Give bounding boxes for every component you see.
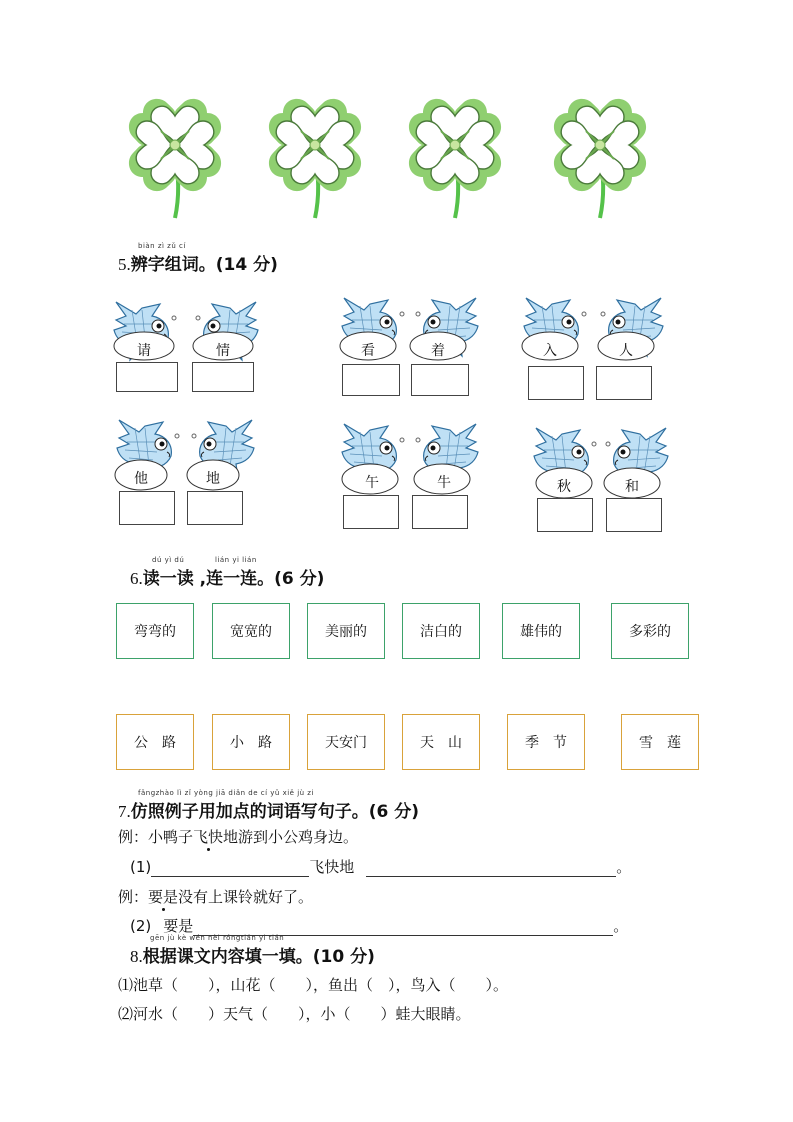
noun-box[interactable]: 天安门 (307, 714, 385, 770)
example-text: 没有上课铃就好了。 (178, 888, 314, 906)
q5-number: 5. (118, 255, 131, 274)
q8-number: 8. (130, 947, 143, 966)
char-label: 情 (216, 343, 230, 359)
answer-box[interactable] (192, 362, 254, 392)
noun-box[interactable]: 季 节 (507, 714, 585, 770)
q8-pinyin: gēn jù kè wén nèi róngtián yi tián (150, 934, 285, 942)
q6-pinyin-2: lián yi lián (215, 556, 257, 564)
char-label: 秋 (557, 479, 571, 495)
char-label: 牛 (437, 475, 451, 491)
q6-number: 6. (130, 569, 143, 588)
q7-answer-line-2 (130, 915, 628, 936)
q5-title (118, 250, 278, 275)
char-label: 地 (206, 471, 220, 487)
char-label: 入 (543, 343, 557, 359)
q8-line-1: ⑴池草（ ），山花（ ），鱼出（ ），鸟入（ ）。 (118, 976, 509, 994)
line-label: (2) (130, 917, 152, 935)
answer-box[interactable] (119, 491, 175, 525)
answer-blank[interactable] (366, 862, 616, 877)
example-text: 例：小鸭子 (118, 828, 194, 846)
q8-title-text: 根据课文内容填一填。(10 分) (142, 947, 375, 967)
example-text: 地游到小公鸡身边。 (223, 828, 359, 846)
noun-box[interactable]: 雪 莲 (621, 714, 699, 770)
adjective-box[interactable]: 弯弯的 (116, 603, 194, 659)
dotted-word: 飞快 (193, 828, 224, 846)
answer-box[interactable] (412, 495, 468, 529)
answer-box[interactable] (606, 498, 662, 532)
given-word: 飞快地 (309, 858, 355, 876)
dotted-word: 要是 (148, 888, 179, 906)
q7-title (118, 797, 419, 822)
answer-box[interactable] (411, 364, 469, 396)
answer-box[interactable] (343, 495, 399, 529)
q7-pinyin: fǎngzhào lì zǐ yòng jiā diǎn de cí yǔ xiě jù zi (138, 789, 314, 797)
noun-box[interactable]: 天 山 (402, 714, 480, 770)
q5-pinyin: biàn zì zǔ cí (138, 242, 186, 250)
answer-box[interactable] (342, 364, 400, 396)
q6-title-text: 读一读 ,连一连。(6 分) (142, 569, 325, 589)
q7-number: 7. (118, 802, 131, 821)
char-label: 着 (431, 343, 445, 359)
adjective-box[interactable]: 洁白的 (402, 603, 480, 659)
example-text: 例： (118, 888, 149, 906)
q5-title-text: 辨字组词。(14 分) (130, 255, 278, 275)
char-label: 人 (619, 343, 633, 359)
noun-box[interactable]: 小 路 (212, 714, 290, 770)
char-label: 请 (137, 343, 151, 359)
q8-title (130, 942, 375, 967)
answer-box[interactable] (596, 366, 652, 400)
adjective-box[interactable]: 雄伟的 (502, 603, 580, 659)
char-label: 看 (361, 343, 375, 359)
adjective-box[interactable]: 多彩的 (611, 603, 689, 659)
line-end: 。 (613, 917, 629, 935)
answer-box[interactable] (116, 362, 178, 392)
clover-decoration (540, 90, 660, 220)
char-label: 和 (625, 479, 639, 495)
answer-box[interactable] (528, 366, 584, 400)
clover-decoration (395, 90, 515, 220)
q7-title-text: 仿照例子用加点的词语写句子。(6 分) (130, 802, 420, 822)
line-end: 。 (616, 858, 632, 876)
q8-line-2: ⑵河水（ ）天气（ ），小（ ）蛙大眼睛。 (118, 1005, 471, 1023)
char-label: 他 (134, 471, 148, 487)
line-label: (1) (130, 858, 152, 876)
adjective-box[interactable]: 美丽的 (307, 603, 385, 659)
q7-example-2 (118, 886, 313, 907)
answer-box[interactable] (537, 498, 593, 532)
given-word: 要是 (163, 917, 194, 935)
clover-decoration (255, 90, 375, 220)
clover-decoration (115, 90, 235, 220)
char-label: 午 (365, 475, 379, 491)
answer-box[interactable] (187, 491, 243, 525)
q6-title (130, 564, 324, 589)
answer-blank[interactable] (151, 862, 309, 877)
q6-pinyin-1: dú yì dú (152, 556, 185, 564)
q7-example-1 (118, 826, 358, 847)
adjective-box[interactable]: 宽宽的 (212, 603, 290, 659)
q7-answer-line-1 (130, 856, 631, 877)
noun-box[interactable]: 公 路 (116, 714, 194, 770)
